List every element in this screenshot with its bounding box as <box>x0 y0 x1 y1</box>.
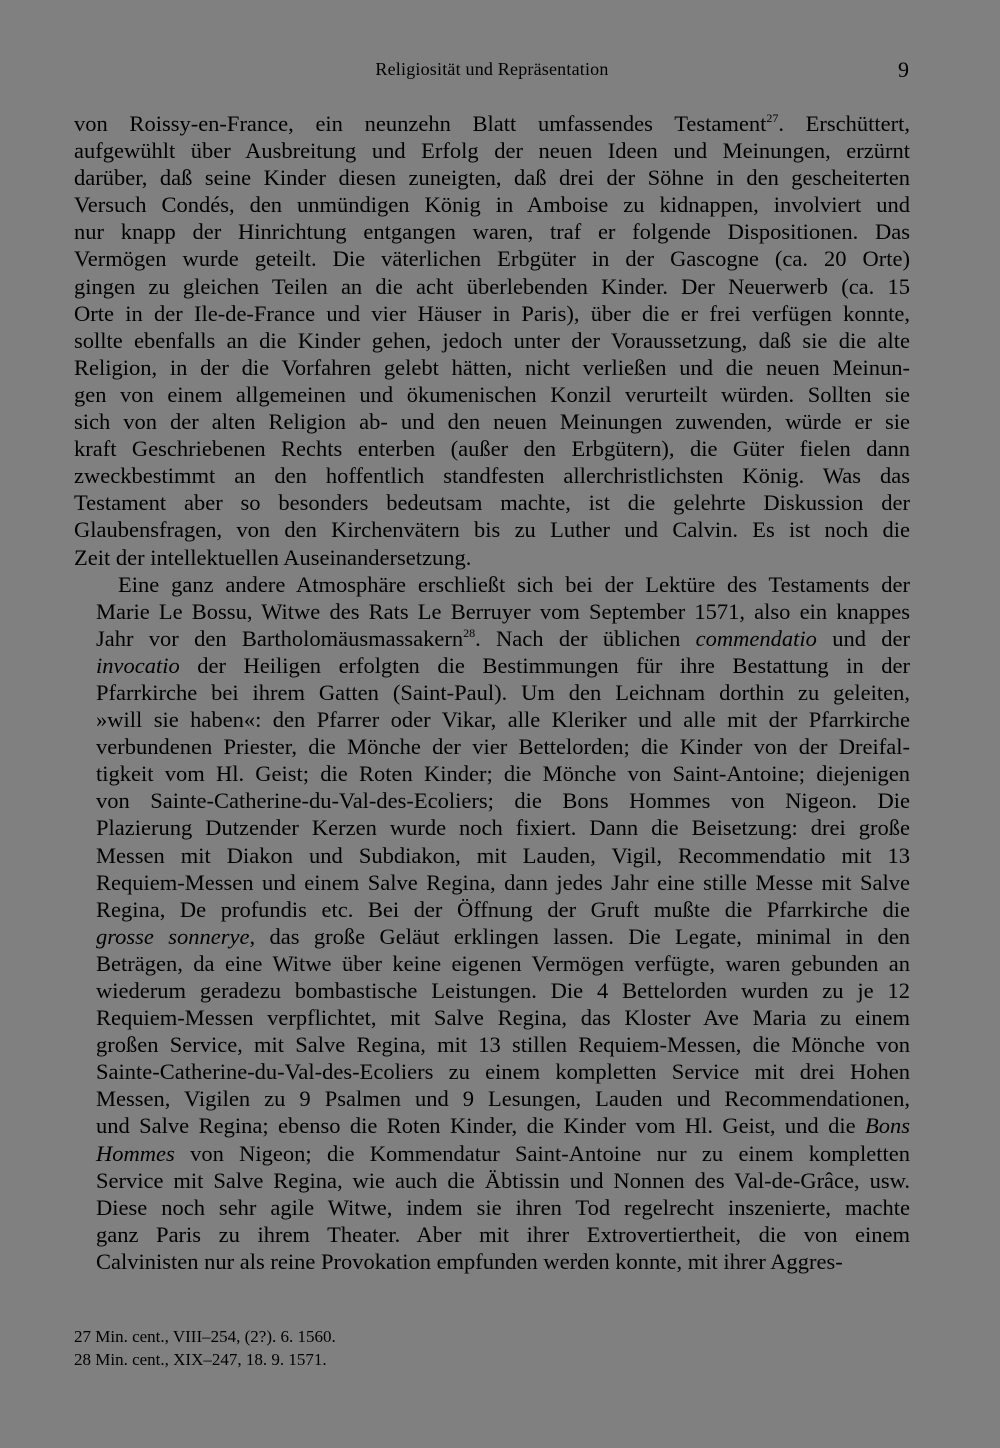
text-run: Sainte-Catherine-du-Val-des-Ecoliers zu einem kompletten Service mit drei Hohen <box>96 1059 910 1085</box>
text-line <box>74 1004 910 1031</box>
text-line <box>74 652 910 679</box>
text-run: und Salve Regina; ebenso die Roten Kinder, die Kinder vom Hl. Geist, und die <box>96 1113 865 1139</box>
text-run: ganz Paris zu ihrem Theater. Aber mit ihrer Extrovertiertheit, die von einem <box>96 1221 910 1247</box>
italic-term: grosse sonnerye <box>96 923 250 949</box>
text-line <box>74 787 910 814</box>
text-line <box>74 814 910 841</box>
italic-term: commendatio <box>695 625 817 651</box>
footnote-ref: 27 <box>766 111 779 125</box>
text-run: gen von einem allgemeinen und ökumenischen Konzil verurteilt würden. Sollten sie <box>74 381 910 407</box>
body-text <box>74 110 910 1275</box>
text-run: Requiem-Messen und einem Salve Regina, dann jedes Jahr eine stille Messe mit Salve <box>96 869 910 895</box>
text-line <box>74 273 910 300</box>
italic-term: Hommes <box>96 1140 175 1166</box>
paragraph <box>74 571 910 1275</box>
text-run: Jahr vor den Bartholomäusmassakern <box>96 625 464 651</box>
text-run: Versuch Condés, den unmündigen König in Amboise zu kidnappen, involviert und <box>74 192 910 218</box>
text-run: . Erschüttert, <box>778 111 910 136</box>
text-run: Glaubensfragen, von den Kirchenvätern bis zu Luther und Calvin. Es ist noch die <box>74 517 910 543</box>
text-line <box>74 1248 910 1275</box>
text-run: Religion, in der die Vorfahren gelebt hätten, nicht verließen und die neuen Meinun- <box>74 354 910 380</box>
text-run: aufgewühlt über Ausbreitung und Erfolg der neuen Ideen und Meinungen, erzürnt <box>74 138 910 164</box>
text-run: »will sie haben«: den Pfarrer oder Vikar, alle Kleriker und alle mit der Pfarrkirche <box>96 707 910 733</box>
text-line <box>74 598 910 625</box>
text-line <box>74 1167 910 1194</box>
text-line <box>74 869 910 896</box>
text-run: Plazierung Dutzender Kerzen wurde noch fixiert. Dann die Beisetzung: drei große <box>96 815 910 841</box>
text-line <box>74 300 910 327</box>
text-line <box>74 435 910 462</box>
text-line <box>74 1031 910 1058</box>
text-line <box>74 842 910 869</box>
page-number: 9 <box>898 57 909 82</box>
text-line <box>74 1194 910 1221</box>
text-run: wiederum geradezu bombastische Leistungen. Die 4 Bettelorden wurden zu je 12 <box>96 978 910 1003</box>
text-run: Calvinisten nur als reine Provokation empfunden werden konnte, mit ihrer Aggres- <box>96 1248 843 1274</box>
text-line <box>74 896 910 923</box>
text-run: , das große Geläut erklingen lassen. Die Legate, minimal in den <box>249 923 910 949</box>
text-line <box>74 381 910 408</box>
text-run: . Nach der üblichen <box>475 625 696 651</box>
text-run: Testament aber so besonders bedeutsam machte, ist die gelehrte Diskussion der <box>74 490 910 516</box>
text-line <box>74 679 910 706</box>
text-line <box>74 327 910 354</box>
text-run: Diese noch sehr agile Witwe, indem sie ihren Tod regelrecht inszenierte, machte <box>96 1194 910 1220</box>
text-line <box>74 245 910 272</box>
running-title: Religiosität und Repräsentation <box>375 59 609 79</box>
text-run: von Roissy-en-France, ein neunzehn Blatt umfassendes Testament <box>74 111 767 136</box>
text-line <box>74 1112 910 1139</box>
text-run: Regina, De profundis etc. Bei der Öffnung der Gruft mußte die Pfarrkirche die <box>96 896 910 922</box>
text-run: großen Service, mit Salve Regina, mit 13 stillen Requiem-Messen, die Mönche von <box>96 1032 910 1058</box>
text-run: Messen, Vigilen zu 9 Psalmen und 9 Lesungen, Lauden und Recommendationen, <box>96 1086 910 1112</box>
text-line <box>74 489 910 516</box>
text-line <box>74 544 910 571</box>
text-line <box>74 110 910 137</box>
text-run: Pfarrkirche bei ihrem Gatten (Saint-Paul). Um den Leichnam dorthin zu geleiten, <box>96 679 910 705</box>
footnote-ref: 28 <box>463 625 476 640</box>
footnote: 28 Min. cent., XIX–247, 18. 9. 1571. <box>74 1350 327 1369</box>
footnote: 27 Min. cent., VIII–254, (2?). 6. 1560. <box>74 1327 336 1346</box>
text-line <box>74 1085 910 1112</box>
text-line <box>74 760 910 787</box>
text-line <box>74 923 910 950</box>
text-line <box>74 571 910 598</box>
text-run: von Nigeon; die Kommendatur Saint-Antoine nur zu einem kompletten <box>174 1140 910 1166</box>
text-run: nur knapp der Hinrichtung entgangen waren, traf er folgende Dispositionen. Das <box>74 219 910 245</box>
text-line <box>74 462 910 489</box>
text-run: gingen zu gleichen Teilen an die acht überlebenden Kinder. Der Neuerwerb (ca. 15 <box>74 273 910 299</box>
text-line <box>74 977 910 1004</box>
text-run: Zeit der intellektuellen Auseinandersetzung. <box>74 544 472 570</box>
text-line <box>74 625 910 652</box>
italic-term: Bons <box>865 1113 910 1139</box>
text-run: sollte ebenfalls an die Kinder gehen, jedoch unter der Voraussetzung, daß sie die alte <box>74 327 910 353</box>
text-run: darüber, daß seine Kinder diesen zuneigten, daß drei der Söhne in den gescheiterten <box>74 165 910 191</box>
text-run: Vermögen wurde geteilt. Die väterlichen Erbgüter in der Gascogne (ca. 20 Orte) <box>74 246 910 272</box>
text-run: Service mit Salve Regina, wie auch die Äbtissin und Nonnen des Val-de-Grâce, usw. <box>96 1167 910 1193</box>
text-line <box>74 354 910 381</box>
italic-term: invocatio <box>96 652 180 678</box>
text-run: Marie Le Bossu, Witwe des Rats Le Berruyer vom September 1571, also ein knappes <box>96 598 910 624</box>
text-line <box>74 1221 910 1248</box>
text-line <box>74 733 910 760</box>
running-head <box>0 57 1000 83</box>
text-run: sich von der alten Religion ab- und den neuen Meinungen zuwenden, würde er sie <box>74 409 910 435</box>
text-run: verbundenen Priester, die Mönche der vier Bettelorden; die Kinder von der Dreifal- <box>96 734 910 760</box>
text-run: Eine ganz andere Atmosphäre erschließt sich bei der Lektüre des Testaments der <box>118 571 910 597</box>
paragraph <box>74 110 910 571</box>
text-line <box>74 191 910 218</box>
text-run: tigkeit vom Hl. Geist; die Roten Kinder; die Mönche von Saint-Antoine; diejenigen <box>96 761 910 787</box>
text-line <box>74 706 910 733</box>
text-line <box>74 1058 910 1085</box>
text-line <box>74 1140 910 1167</box>
text-run: und der <box>816 625 910 651</box>
text-run: von Sainte-Catherine-du-Val-des-Ecoliers; die Bons Hommes von Nigeon. Die <box>96 788 910 814</box>
text-run: Requiem-Messen verpflichtet, mit Salve Regina, das Kloster Ave Maria zu einem <box>96 1005 910 1031</box>
text-run: Messen mit Diakon und Subdiakon, mit Lauden, Vigil, Recommendatio mit 13 <box>96 842 910 868</box>
text-line <box>74 164 910 191</box>
text-run: Beträgen, da eine Witwe über keine eigenen Vermögen verfügte, waren gebunden an <box>96 950 910 976</box>
text-run: kraft Geschriebenen Rechts enterben (außer den Erbgütern), die Güter fielen dann <box>74 436 910 462</box>
text-line <box>74 950 910 977</box>
text-line <box>74 516 910 543</box>
text-line <box>74 218 910 245</box>
text-run: zweckbestimmt an den hoffentlich standfesten allerchristlichsten König. Was das <box>74 463 910 489</box>
footnotes <box>74 1325 910 1371</box>
text-line <box>74 408 910 435</box>
text-line <box>74 137 910 164</box>
text-run: Orte in der Ile-de-France und vier Häuser in Paris), über die er frei verfügen konnte, <box>74 300 910 326</box>
text-run: der Heiligen erfolgten die Bestimmungen für ihre Bestattung in der <box>179 652 910 678</box>
